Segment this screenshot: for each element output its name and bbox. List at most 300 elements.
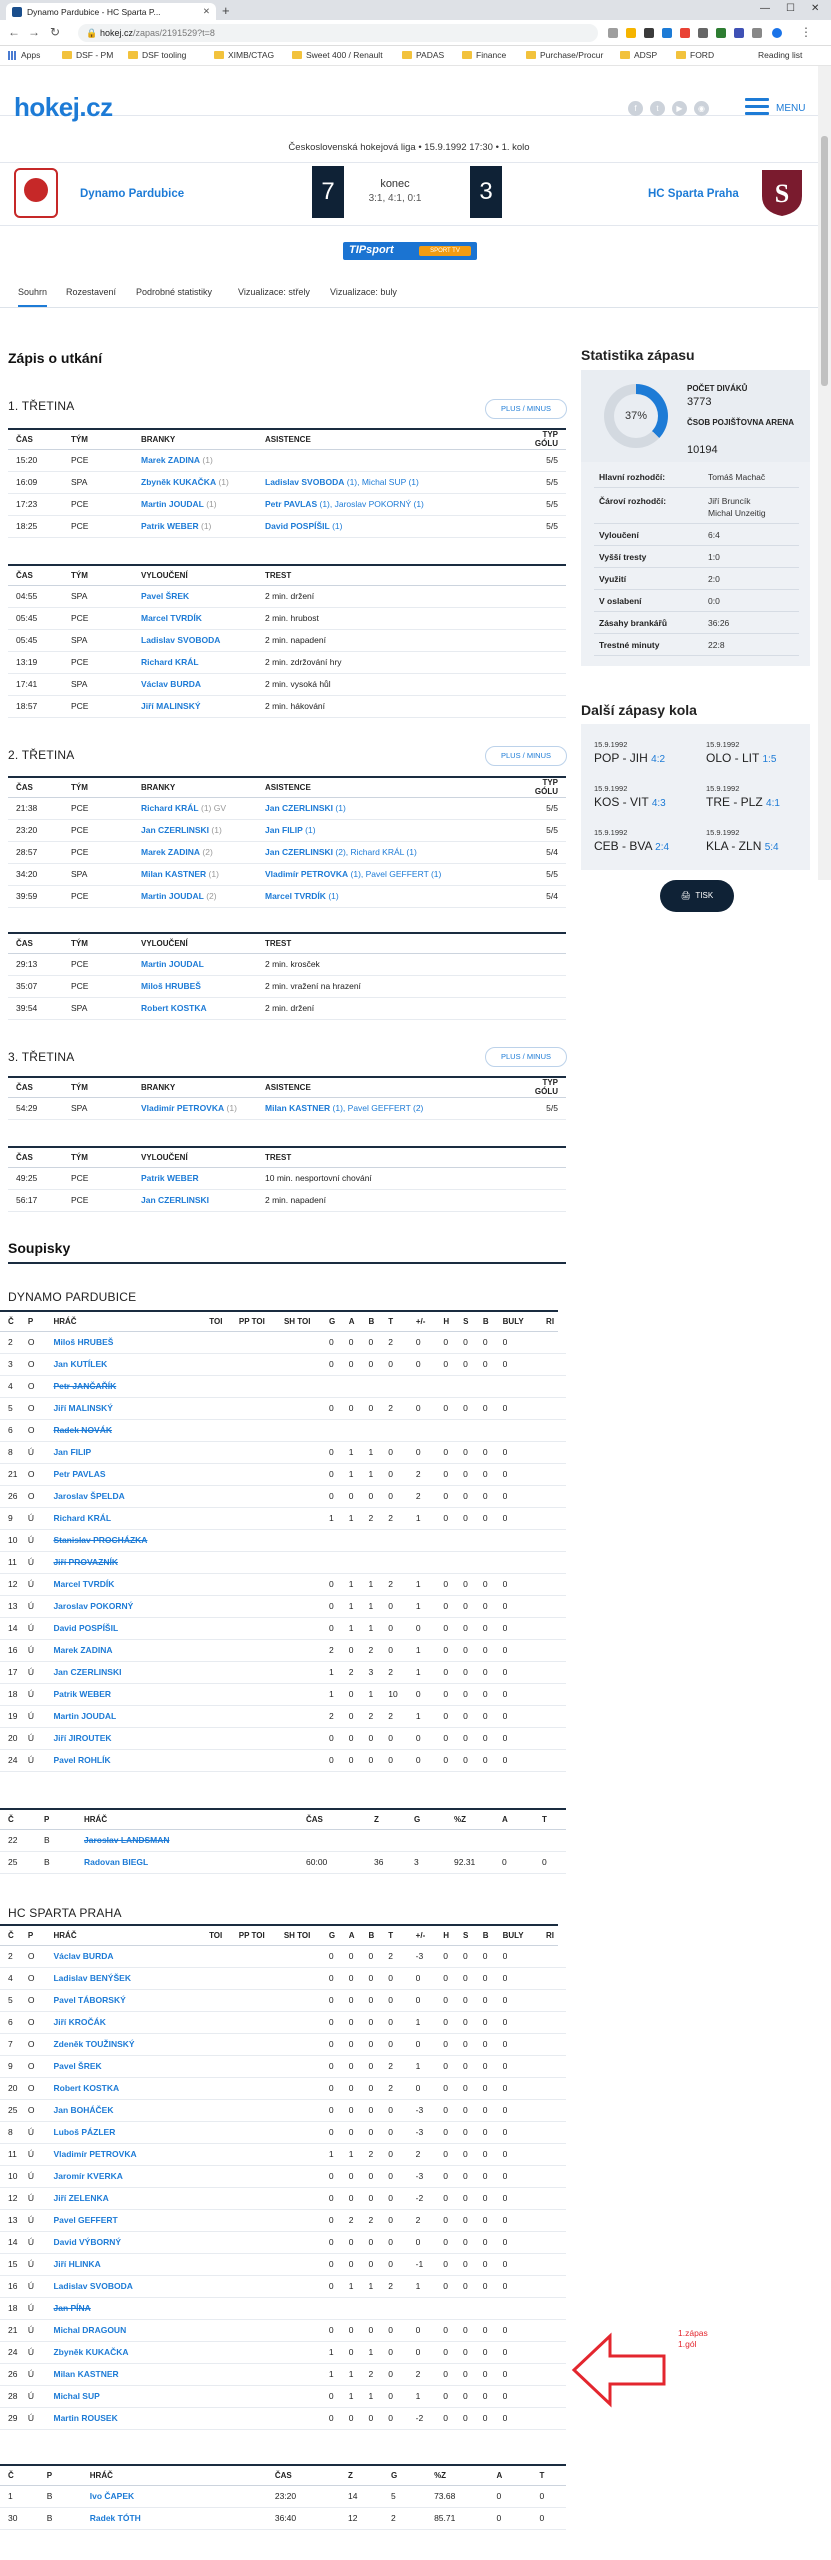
stat-cell: [475, 1551, 495, 1573]
stat-cell: 0: [380, 1463, 408, 1485]
roster-row: [0, 2231, 566, 2253]
stat-cell: 0: [455, 1967, 475, 1989]
stat-cell: 0: [495, 1967, 538, 1989]
player-link[interactable]: Zdeněk TOUŽINSKÝ: [53, 2039, 135, 2049]
jersey-number: 16: [0, 2275, 20, 2297]
away-team-name[interactable]: HC Sparta Praha: [648, 188, 739, 200]
assist-rest[interactable]: (1), Jaroslav POKORNÝ (1): [319, 499, 424, 509]
player-link[interactable]: Jaroslav POKORNÝ: [53, 1601, 134, 1611]
player-link[interactable]: Jiří ZELENKA: [53, 2193, 109, 2203]
position: Ú: [20, 2319, 46, 2341]
player-link[interactable]: Petr PAVLAS: [53, 1469, 106, 1479]
divider: [594, 545, 799, 546]
reload-icon[interactable]: ↻: [50, 25, 61, 39]
player-link[interactable]: Luboš PÁZLER: [53, 2127, 116, 2137]
roster-row: [0, 2165, 566, 2187]
stat-cell: 0: [495, 1397, 538, 1419]
sh-toi: [276, 1375, 321, 1397]
assist-rest[interactable]: (1): [305, 825, 316, 835]
bookmark-item[interactable]: FORD: [676, 50, 714, 60]
stat-cell: 0: [435, 2363, 455, 2385]
goalie-stat-cell: 2: [383, 2507, 426, 2529]
player-link[interactable]: Milan KASTNER: [53, 2369, 119, 2379]
penalty-team: SPA: [63, 629, 133, 651]
browser-tab[interactable]: [6, 3, 216, 20]
rss-icon[interactable]: ◉: [694, 101, 709, 116]
site-logo[interactable]: hokej.cz: [14, 92, 113, 122]
home-team-name[interactable]: Dynamo Pardubice: [80, 188, 185, 200]
buly: [538, 2385, 558, 2407]
assist-rest[interactable]: (1), Pavel GEFFERT (1): [350, 869, 442, 879]
scorer-count: (1): [226, 1103, 237, 1113]
penalty-description: 2 min. držení: [257, 997, 566, 1019]
goalie-link[interactable]: Radek TÓTH: [89, 2513, 141, 2523]
league-info: Československá hokejová liga • 15.9.1992 17:30 • 1. kolo: [288, 142, 530, 153]
stat-cell: 0: [475, 2077, 495, 2099]
player-link[interactable]: Miloš HRUBEŠ: [53, 1337, 114, 1347]
hamburger-menu-icon[interactable]: [745, 98, 769, 116]
player-link[interactable]: Jan CZERLINSKI: [53, 1667, 122, 1677]
stat-cell: 0: [455, 2231, 475, 2253]
penalty-time: 05:45: [8, 607, 63, 629]
player-cell: [45, 2407, 201, 2429]
stat-cell: 0: [321, 1989, 341, 2011]
player-link[interactable]: Ladislav SVOBODA: [53, 2281, 133, 2291]
player-link[interactable]: Vladimír PETROVKA: [53, 2149, 137, 2159]
player-link[interactable]: Radek NOVÁK: [53, 1425, 113, 1435]
assist-rest[interactable]: (1): [335, 803, 346, 813]
player-link[interactable]: Michal SUP: [53, 2391, 100, 2401]
sh-toi: [276, 1989, 321, 2011]
assist-rest[interactable]: (1), Michal SUP (1): [346, 477, 419, 487]
assist-link[interactable]: Vladimír PETROVKA: [265, 869, 349, 879]
goals-table-period-1: [8, 428, 566, 538]
game-link[interactable]: [594, 751, 665, 765]
stat-cell: 0: [341, 1683, 361, 1705]
bookmark-apps[interactable]: Apps: [8, 50, 40, 60]
player-link[interactable]: Jiří HLINKA: [53, 2259, 101, 2269]
player-link[interactable]: Jaroslav ŠPELDA: [53, 1491, 125, 1501]
roster-col-header: B: [360, 1925, 380, 1945]
penalized-player-link[interactable]: Miloš HRUBEŠ: [141, 981, 201, 991]
player-link[interactable]: Richard KRÁL: [53, 1513, 112, 1523]
goalie-col-header: HRÁČ: [82, 2465, 267, 2485]
stat-value: 2:0: [708, 574, 720, 584]
player-link[interactable]: Ladislav BENÝŠEK: [53, 1973, 131, 1983]
stat-cell: 0: [455, 1639, 475, 1661]
extension-icon[interactable]: [662, 28, 672, 38]
goalie-row: [0, 2507, 566, 2529]
goalie-stat-cell: 0: [532, 2507, 567, 2529]
scorer-link[interactable]: Marek ZADINA: [141, 455, 201, 465]
assist-link[interactable]: Ladislav SVOBODA: [265, 477, 345, 487]
stat-cell: 0: [380, 2033, 407, 2055]
goal-team: SPA: [63, 863, 133, 885]
roster-row: [0, 1331, 566, 1353]
stat-cell: 1: [321, 2341, 341, 2363]
goal-scorer-cell: [133, 1097, 257, 1119]
penalized-player-link[interactable]: Ladislav SVOBODA: [141, 635, 221, 645]
period-3-title: 3. TŘETINA: [8, 1050, 75, 1064]
assist-link[interactable]: Milan KASTNER: [265, 1103, 331, 1113]
bookmark-item[interactable]: DSF tooling: [128, 50, 186, 60]
roster-row: [0, 1967, 566, 1989]
divider: [8, 1262, 566, 1264]
scorer-link[interactable]: Martin JOUDAL: [141, 499, 204, 509]
stat-cell: 0: [360, 1331, 380, 1353]
scorer-link[interactable]: Zbyněk KUKAČKA: [141, 477, 217, 487]
player-link[interactable]: Zbyněk KUKAČKA: [53, 2347, 129, 2357]
stat-cell: 1: [360, 1595, 380, 1617]
plus-minus-button[interactable]: PLUS / MINUS: [485, 746, 567, 766]
ri: [558, 1551, 566, 1573]
menu-label[interactable]: MENU: [776, 103, 806, 114]
pp-toi: [231, 1967, 276, 1989]
bookmark-item[interactable]: DSF - PM: [62, 50, 113, 60]
penalized-player-link[interactable]: Martin JOUDAL: [141, 959, 204, 969]
tab-souhrn[interactable]: Souhrn: [18, 287, 47, 307]
stat-cell: 0: [360, 1353, 380, 1375]
penalized-player-link[interactable]: Robert KOSTKA: [141, 1003, 207, 1013]
profile-avatar-icon[interactable]: [772, 28, 782, 38]
scorer-count: (2): [206, 891, 217, 901]
player-link[interactable]: Jan KUTÍLEK: [53, 1359, 108, 1369]
player-link[interactable]: Michal DRAGOUN: [53, 2325, 127, 2335]
stat-cell: 1: [321, 1683, 341, 1705]
stat-cell: 2: [321, 1705, 341, 1727]
stat-cell: 0: [455, 1683, 475, 1705]
player-link[interactable]: Pavel GEFFERT: [53, 2215, 118, 2225]
goalie-link[interactable]: Ivo ČAPEK: [89, 2491, 135, 2501]
stat-cell: 0: [408, 2319, 436, 2341]
roster-row: [0, 2033, 566, 2055]
minimize-icon[interactable]: —: [760, 3, 770, 14]
roster-col-header: +/-: [408, 1311, 436, 1331]
toi: [201, 2341, 231, 2363]
assist-link[interactable]: Jan FILIP: [265, 825, 303, 835]
stat-cell: 0: [321, 2275, 341, 2297]
assist-link[interactable]: Jan CZERLINSKI: [265, 847, 334, 857]
extension-icon[interactable]: [680, 28, 690, 38]
buly: [538, 1661, 558, 1683]
player-cell: [45, 1661, 201, 1683]
pp-toi: [231, 1485, 276, 1507]
stat-cell: 0: [495, 2341, 538, 2363]
penalized-player-link[interactable]: Václav BURDA: [141, 679, 201, 689]
goalie-stat-cell: 23:20: [267, 2485, 340, 2507]
bookmark-item[interactable]: ADSP: [620, 50, 657, 60]
stat-cell: 0: [321, 1967, 341, 1989]
jersey-number: 13: [0, 1595, 20, 1617]
player-link[interactable]: Jiří JIROUTEK: [53, 1733, 112, 1743]
goal-row: [8, 863, 566, 885]
stat-cell: 0: [455, 2275, 475, 2297]
player-cell: [45, 2033, 201, 2055]
goal-row: [8, 885, 566, 907]
buly: [538, 2143, 558, 2165]
player-link[interactable]: Jiří PROVAZNÍK: [53, 1557, 118, 1567]
assist-link[interactable]: David POSPÍŠIL: [265, 521, 330, 531]
goal-time: 54:29: [8, 1097, 63, 1119]
roster-row: [0, 2209, 566, 2231]
col-header: TREST: [257, 1147, 566, 1167]
stat-cell: 0: [408, 1331, 436, 1353]
goalie-stat-cell: 0: [532, 2485, 567, 2507]
divider: [594, 589, 799, 590]
sh-toi: [276, 2297, 321, 2319]
player-link[interactable]: Jan BOHÁČEK: [53, 2105, 114, 2115]
stat-cell: 0: [341, 2165, 361, 2187]
print-button[interactable]: 🖨 TISK: [660, 880, 734, 912]
stat-cell: 1: [341, 2143, 361, 2165]
address-bar[interactable]: [78, 24, 598, 42]
goal-team: PCE: [63, 885, 133, 907]
bookmark-item[interactable]: Purchase/Procur: [526, 50, 603, 60]
reading-list[interactable]: Reading list: [758, 50, 803, 60]
away-score: 3: [470, 166, 502, 218]
ri: [558, 2165, 566, 2187]
assist-link[interactable]: Jan CZERLINSKI: [265, 803, 334, 813]
scorer-link[interactable]: Jan CZERLINSKI: [141, 825, 210, 835]
penalty-row: [8, 673, 566, 695]
player-link[interactable]: Jaromír KVERKA: [53, 2171, 123, 2181]
plus-minus-button[interactable]: PLUS / MINUS: [485, 1047, 567, 1067]
stat-cell: 0: [495, 1989, 538, 2011]
position: O: [20, 2077, 46, 2099]
player-link[interactable]: Pavel ŠREK: [53, 2061, 102, 2071]
game-date: 15.9.1992: [706, 784, 740, 793]
player-cell: [45, 1331, 201, 1353]
goalie-stat-cell: [534, 1829, 566, 1851]
toi: [201, 1595, 231, 1617]
player-link[interactable]: Patrik WEBER: [53, 1689, 112, 1699]
scorer-link[interactable]: Martin JOUDAL: [141, 891, 204, 901]
stat-cell: 0: [455, 2077, 475, 2099]
stat-cell: 0: [380, 1353, 408, 1375]
goal-time: 28:57: [8, 841, 63, 863]
stat-cell: 0: [495, 1639, 538, 1661]
stat-cell: 0: [455, 2099, 475, 2121]
bookmark-item[interactable]: XIMB/CTAG: [214, 50, 274, 60]
assist-link[interactable]: Petr PAVLAS: [265, 499, 318, 509]
new-tab-icon[interactable]: +: [222, 3, 230, 18]
game-link[interactable]: [594, 839, 669, 853]
buly: [538, 1353, 558, 1375]
scorer-link[interactable]: Vladimír PETROVKA: [141, 1103, 225, 1113]
ri: [558, 2077, 566, 2099]
youtube-icon[interactable]: ▶: [672, 101, 687, 116]
page-scrollbar[interactable]: [818, 66, 831, 880]
player-link[interactable]: Stanislav PROCHÁZKA: [53, 1535, 148, 1545]
goalie-link[interactable]: Radovan BIEGL: [84, 1857, 149, 1867]
penalty-row: [8, 629, 566, 651]
pp-toi: [231, 2297, 276, 2319]
maximize-icon[interactable]: ☐: [786, 3, 795, 14]
player-link[interactable]: Jan FILIP: [53, 1447, 92, 1457]
sh-toi: [276, 2209, 321, 2231]
stat-cell: -3: [408, 2165, 436, 2187]
toi: [201, 1945, 231, 1967]
roster-row: [0, 2187, 566, 2209]
stat-cell: 0: [380, 1441, 408, 1463]
stat-cell: 0: [435, 2385, 455, 2407]
extension-icon[interactable]: [716, 28, 726, 38]
stat-cell: [321, 1419, 341, 1441]
roster-row: [0, 1727, 566, 1749]
stat-cell: 0: [360, 2077, 380, 2099]
close-window-icon[interactable]: ✕: [811, 3, 820, 14]
bookmark-item[interactable]: PADAS: [402, 50, 444, 60]
puzzle-icon[interactable]: [752, 28, 762, 38]
sh-toi: [276, 2187, 321, 2209]
buly: [538, 1639, 558, 1661]
stat-cell: 0: [341, 2187, 361, 2209]
goal-row: [8, 493, 566, 515]
penalties-table-period-1: [8, 564, 566, 718]
roster-col-header: RI: [538, 1925, 558, 1945]
share-icon[interactable]: [608, 28, 618, 38]
scorer-link[interactable]: Patrik WEBER: [141, 521, 199, 531]
forward-icon[interactable]: →: [28, 25, 40, 39]
player-link[interactable]: Jan PÍNA: [53, 2303, 91, 2313]
goalie-stat-cell: 85.71: [426, 2507, 488, 2529]
extension-icon[interactable]: [644, 28, 654, 38]
close-tab-icon[interactable]: ✕: [202, 6, 210, 16]
penalized-player-link[interactable]: Pavel ŠREK: [141, 591, 190, 601]
col-header: TÝM: [63, 565, 133, 585]
stat-cell: 0: [380, 1485, 408, 1507]
stat-cell: 0: [495, 1507, 538, 1529]
stat-cell: 0: [380, 2253, 407, 2275]
stat-cell: 0: [495, 1705, 538, 1727]
scorer-link[interactable]: Milan KASTNER: [141, 869, 207, 879]
player-link[interactable]: Jiří MALINSKÝ: [53, 1403, 113, 1413]
penalized-player-link[interactable]: Jiří MALINSKÝ: [141, 701, 201, 711]
star-icon[interactable]: [626, 28, 636, 38]
toi: [201, 1749, 231, 1771]
stat-cell: 0: [435, 1989, 455, 2011]
scrollbar-thumb[interactable]: [821, 136, 828, 386]
toi: [201, 1573, 231, 1595]
sh-toi: [276, 1683, 321, 1705]
stat-cell: 2: [360, 1705, 380, 1727]
ri: [558, 2385, 566, 2407]
penalized-player-link[interactable]: Richard KRÁL: [141, 657, 199, 667]
assist-rest[interactable]: (1): [328, 891, 339, 901]
roster-row: [0, 1441, 566, 1463]
printer-icon: 🖨: [680, 891, 691, 900]
extension-icon[interactable]: [734, 28, 744, 38]
bookmark-item[interactable]: Finance: [462, 50, 506, 60]
divider: [594, 487, 799, 488]
player-link[interactable]: Václav BURDA: [53, 1951, 114, 1961]
stat-cell: 0: [321, 2077, 341, 2099]
extension-icon[interactable]: [698, 28, 708, 38]
folder-icon: [402, 51, 412, 59]
ri: [558, 1989, 566, 2011]
tab-rozestaveni[interactable]: Rozestavení: [66, 287, 117, 297]
stat-cell: 0: [408, 2341, 436, 2363]
roster-row: [0, 1529, 566, 1551]
twitter-icon[interactable]: t: [650, 101, 665, 116]
col-header: ČAS: [8, 1077, 63, 1097]
goal-time: 17:23: [8, 493, 63, 515]
assist-rest[interactable]: (1), Pavel GEFFERT (2): [332, 1103, 424, 1113]
player-link[interactable]: Marek ZADINA: [53, 1645, 113, 1655]
player-link[interactable]: Petr JANČAŘÍK: [53, 1381, 117, 1391]
stat-cell: 0: [475, 1485, 495, 1507]
stat-label: Zásahy brankářů: [599, 618, 668, 628]
home-goalie-table: [0, 1808, 566, 1874]
stat-cell: 0: [475, 1397, 495, 1419]
buly: [538, 1749, 558, 1771]
back-icon[interactable]: ←: [8, 25, 20, 39]
tab-vizualizace-buly[interactable]: Vizualizace: buly: [330, 287, 397, 297]
roster-col-header: T: [380, 1925, 407, 1945]
game-link[interactable]: [706, 839, 779, 853]
dynamo-pardubice-crest-icon[interactable]: [14, 168, 58, 218]
tab-vizualizace-strely[interactable]: Vizualizace: střely: [238, 287, 310, 297]
attendance-pct: 37%: [614, 394, 658, 438]
roster-row: [0, 1749, 566, 1771]
tab-podrobne-statistiky[interactable]: Podrobné statistiky: [136, 287, 213, 297]
player-cell: [45, 1463, 201, 1485]
assist-link[interactable]: Marcel TVRDÍK: [265, 891, 326, 901]
player-link[interactable]: David POSPÍŠIL: [53, 1623, 119, 1633]
game-link[interactable]: [706, 795, 780, 809]
buly: [538, 1967, 558, 1989]
stat-cell: 1: [341, 2385, 361, 2407]
divider: [594, 567, 799, 568]
facebook-icon[interactable]: f: [628, 101, 643, 116]
tipsport-banner[interactable]: [343, 242, 477, 260]
goalie-link[interactable]: Jaroslav LANDSMAN: [84, 1835, 170, 1845]
scorer-link[interactable]: Marek ZADINA: [141, 847, 201, 857]
player-link[interactable]: Jiří KROČÁK: [53, 2017, 106, 2027]
kebab-menu-icon[interactable]: ⋮: [800, 25, 812, 39]
player-link[interactable]: Robert KOSTKA: [53, 2083, 120, 2093]
buly: [538, 2275, 558, 2297]
penalty-description: 2 min. hrubost: [257, 607, 566, 629]
player-link[interactable]: Pavel TÁBORSKÝ: [53, 1995, 126, 2005]
game-link[interactable]: [594, 795, 666, 809]
penalized-player-link[interactable]: Marcel TVRDÍK: [141, 613, 202, 623]
stat-cell: 0: [455, 2341, 475, 2363]
penalized-player-link[interactable]: Patrik WEBER: [141, 1173, 199, 1183]
plus-minus-button[interactable]: PLUS / MINUS: [485, 399, 567, 419]
player-link[interactable]: David VÝBORNÝ: [53, 2237, 122, 2247]
stat-cell: 0: [321, 2319, 341, 2341]
bookmark-item[interactable]: Sweet 400 / Renault: [292, 50, 383, 60]
buly: [538, 1705, 558, 1727]
assist-rest[interactable]: (1): [332, 521, 343, 531]
player-link[interactable]: Marcel TVRDÍK: [53, 1579, 115, 1589]
assist-rest[interactable]: (2), Richard KRÁL (1): [335, 847, 417, 857]
sparta-praha-crest-icon[interactable]: [760, 166, 804, 218]
goal-team: PCE: [63, 515, 133, 537]
player-link[interactable]: Martin ROUSEK: [53, 2413, 118, 2423]
game-link[interactable]: [706, 751, 776, 765]
player-link[interactable]: Martin JOUDAL: [53, 1711, 117, 1721]
scorer-link[interactable]: Richard KRÁL: [141, 803, 199, 813]
jersey-number: 4: [0, 1375, 20, 1397]
pp-toi: [231, 2253, 276, 2275]
penalized-player-link[interactable]: Jan CZERLINSKI: [141, 1195, 210, 1205]
stat-cell: 0: [495, 2033, 538, 2055]
goalie-stat-cell: [406, 1829, 446, 1851]
player-link[interactable]: Pavel ROHLÍK: [53, 1755, 111, 1765]
stat-cell: 1: [408, 1639, 436, 1661]
